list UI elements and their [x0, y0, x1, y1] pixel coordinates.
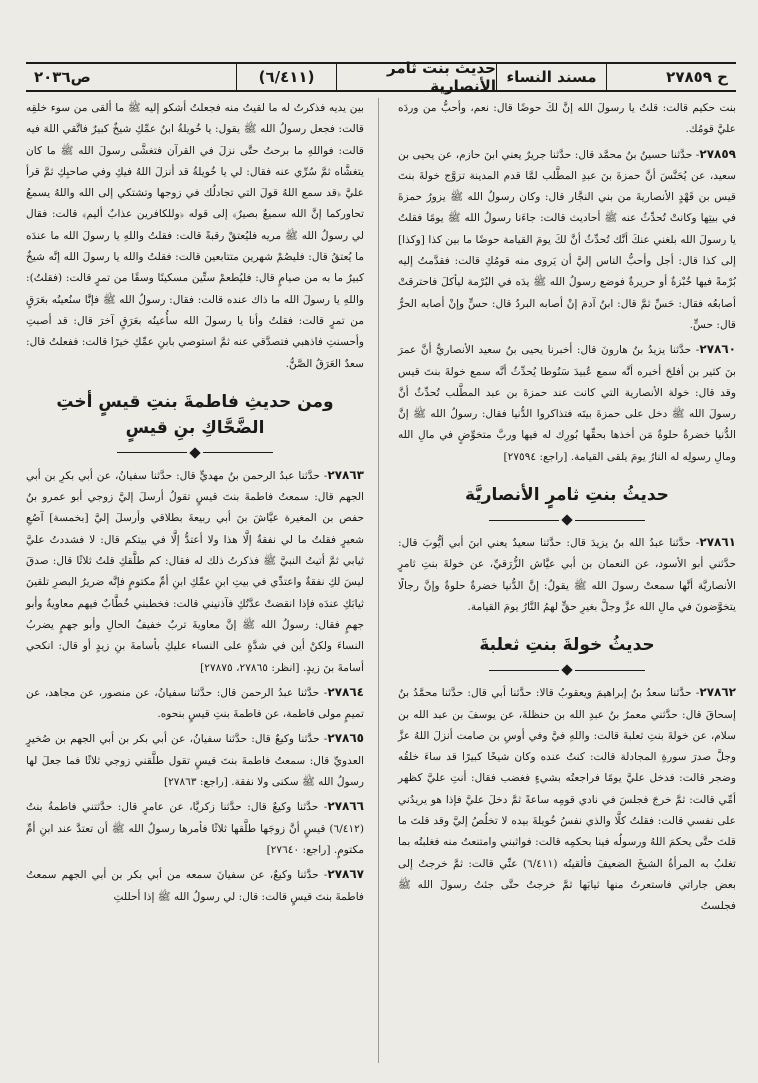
- hadith-number: ٢٧٨٥٩: [699, 146, 736, 161]
- hadith-27859: [398, 144, 736, 337]
- header-volume: (٦/٤١١): [236, 64, 336, 90]
- header-chapter: حديث بنت ثامر الأنصارية: [336, 64, 496, 90]
- hadith-27864: [26, 682, 364, 726]
- hadith-number: ٢٧٨٦٧: [327, 867, 364, 882]
- paragraph-continuation: بين يديه فذكرتُ له ما لقيتُ منه فجعلتُ أشكو إليه ﷺ ما ألقى من سوء خلقِه قالت: فجعل رسولُ الله ﷺ يقول: يا خُويلةُ ابنُ عمِّكِ شيخٌ كبيرٌ فاتَّقي اللهَ فيه قالت: فواللهِ ما برحتُ حتَّى نزلَ في القرآن فتغشَّى رسولَ الله ﷺ ما كان يتغشَّاه ثمَّ سُرِّي عنه فقال: لي يا خُويلةُ قد أنزلَ اللهُ فيكِ وفي صاحبِكِ ثمَّ قرأ عليَّ ﴿قد سمع اللهُ قولَ التي تجادلُك في زوجها وتشتكي إلى الله واللهُ يسمعُ تحاوركما إنَّ الله سميعٌ بصيرٌ﴾ إلى قوله ﴿وللكافرين عذابٌ أليم﴾ قالت: فقال لي رسولُ الله ﷺ مريه فليُعتقْ رقبةً قالت: فقلتُ واللهِ يا رسولَ الله ما عندَه ما يُعتقُ قال: فليصُمْ شهرين متتابعين قالت: فقلتُ والله يا رسولَ الله إنَّه شيخٌ كبيرٌ ما به من صيامٍ قال: فليُطعمْ ستِّين مسكينًا وسقًا من تمرٍ قالت: (فقلتُ): واللهِ يا رسولَ الله ما ذاك عنده قالت: فقال: رسولُ الله ﷺ فإنَّا سنُعينُه بعَرَقٍ من تمرٍ قالت: فقلتُ وأنا يا رسولَ الله سأُعينُه بعَرَقٍ آخرَ قال: قد أصبتِ وأحسنتِ فاذهبي فتصدَّقي عنه ثمَّ استوصي بابنِ عمِّكِ خيرًا قالت: ففعلتُ قال: سعدٌ العَرَقُ الصَّنُّ.: [26, 102, 364, 370]
- hadith-text: - حدَّثنا عبدُ الرحمن قال: حدَّثنا سفيانُ، عن منصور، عن مجاهد، عن تميمٍ مولى فاطمة، عن فاطمةَ بنتِ قيسٍ بنحوه.: [26, 686, 364, 721]
- diamond-icon: [189, 447, 200, 458]
- section-heading: حديثُ خولةَ بنتِ ثعلبةَ: [479, 635, 655, 656]
- diamond-icon: [561, 665, 572, 676]
- hadith-number: ٢٧٨٦٢: [699, 685, 736, 700]
- hadith-27860: [398, 339, 736, 468]
- header-book: مسند النساء: [496, 64, 606, 90]
- hadith-27862: [398, 682, 736, 917]
- hadith-number: ٢٧٨٦١: [699, 535, 736, 550]
- hadith-number: ٢٧٨٦٣: [327, 467, 364, 482]
- ornament-divider: [26, 443, 364, 457]
- column-divider: [378, 98, 379, 1063]
- header-page-number: ص٢٠٣٦: [34, 68, 91, 86]
- right-column: [398, 98, 736, 921]
- section-heading: ومن حديثِ فاطمةَ بنتِ قيسٍ أختِ الضَّحَّاكِ بنِ قيسٍ: [56, 391, 334, 438]
- header-hadith-range: ح ٢٧٨٥٩: [606, 64, 736, 90]
- ornament-divider: [398, 660, 736, 674]
- hadith-number: ٢٧٨٦٠: [699, 342, 736, 357]
- hadith-number: ٢٧٨٦٦: [327, 799, 364, 814]
- left-column: [26, 98, 364, 911]
- diamond-icon: [561, 514, 572, 525]
- paragraph-continuation: بنت حكيم قالت: قلتُ يا رسولَ الله إنَّ لكَ حوضًا قال: نعم، وأحبُّ من وردَه عليَّ قومُك.: [398, 102, 736, 136]
- hadith-text: - حدَّثنا وكيعٌ قال: حدَّثنا سفيانُ، عن أبي بكر بن أبي الجهم بن صُخيرٍ العدويِّ قال: سمعتُ فاطمةَ بنتَ قيسٍ تقول طلَّقني زوجي ثلاثًا فما جعلَ لها رسولُ الله ﷺ سكنى ولا نفقة. [راجع: ٢٧٨٦٣]: [26, 733, 364, 789]
- hadith-text: - حدَّثنا يزيدُ بنُ هارونَ قال: أخبرنا يحيى بنُ سعيد الأنصاريُّ أنَّ عمرَ بنَ كثير بن أفلحَ أخبره أنَّه سمع عُبيدَ سَنُوطا يُحدِّثُ أنَّه سمع خولةَ بنتَ قيس وقد قال: خولة الأنصارية التي كانت عند حمزةَ بن عبد المطَّلب تُحدِّثُ أنَّ رسولَ الله ﷺ دخل على حمزةَ بيتَه فتذاكروا الدُّنيا فقال: رسولُ الله ﷺ إنَّ الدُّنيا خضرةٌ حلوةٌ مَن أخذها بحقِّها بُورِك له فيها وربَّ متخوِّضٍ في مالِ الله ومالِ رسولِه له النارُ يومَ يلقى القيامة. [راجع: ٢٧٥٩٤]: [398, 344, 736, 463]
- hadith-text: - حدَّثنا حسينُ بنُ محمَّد قال: حدَّثنا جريرٌ يعني ابنَ حازم، عن يحيى بن سعيد، عن يُحَنَّسَ أنَّ حمزةَ بنَ عبدِ المطَّلب لمَّا قدم المدينة تزوَّج خولةَ بنتَ قيس بن قَهْدٍ الأنصاريةَ من بني النجَّار قال: وكان رسولُ الله ﷺ يزورُ حمزةَ في بيتِها وكانتْ تُحدِّثُ عنه ﷺ أحاديث قالت: جاءَنا رسولُ الله ﷺ يومًا فقلتُ يا رسولَ الله بلغني عنكَ أنَّك تُحدِّثُ أنَّ لكَ يومَ القيامة حوضًا ما بين كذا [وكذا] إلى كذا قال: أجل وأحبُّ الناس إليَّ أن يَروى منه قومُكِ قالت: فقدَّمتُ إليه بُرْمةً فيها خُبْزةٌ أو حريرةٌ فوضع رسولُ الله ﷺ يدَه في البُرْمة ليأكلَ فاحترقتْ أصابعُه فقال: حَسِّ ثمَّ قال: ابنُ آدمَ إنْ أصابه البردُ قال: حسٍّ وإنْ أصابه الحرُّ قال: حسٍّ.: [398, 148, 736, 331]
- hadith-27866: [26, 796, 364, 861]
- running-header: [26, 59, 736, 95]
- hadith-number: ٢٧٨٦٥: [327, 731, 364, 746]
- hadith-27861: [398, 532, 736, 618]
- hadith-text: - حدَّثنا عبدُ الرحمن بنُ مهديٍّ قال: حدَّثنا سفيانُ، عن أبي بكرِ بن أبي الجهم قال: سمعتُ فاطمةَ بنتَ قيسٍ تقولُ أرسلَ إليَّ زوجي أبو عمرو بنُ حفص بن المغيرة عيَّاشَ بنَ أبي ربيعةَ بطلاقي وأرسلَ إليَّ [بخمسة] آصُعِ شعيرٍ فقلتُ ما لي نفقةٌ إلَّا هذا ولا أعتدُّ إلَّا في بيتكم قال: لا فشددتُ عليَّ ثيابي ثمَّ أتيتُ النبيَّ ﷺ فذكرتُ ذلك له فقال: كم طلَّقكِ قلتُ ثلاثًا قال: صدقَ ليسَ لكِ نفقةٌ واعتدِّي في بيتِ ابنِ عمِّكِ ابنِ أمِّ مكتومٍ فإنَّه ضريرُ البصرِ تلقينَ ثيابَكِ عندَه فإذا انقضتْ عدَّتُكِ فآذنيني قالت: فخطبني خُطَّابٌ فيهم معاويةُ وأبو جهمٍ فقال: رسولُ الله ﷺ إنَّ معاويةَ تربٌ خفيفُ الحالِ وأبو جهمٍ يضربُ النساءَ ولكنْ أين في شدَّةٍ على النساء عليكِ بأسامةَ بنِ زيدٍ أو قال: انكحي أسامةَ بنَ زيدٍ. [انظر: ٢٧٨٦٥، ٢٧٨٧٥]: [26, 469, 364, 674]
- hadith-text: - حدَّثنا وكيعٌ قال: حدَّثنا زكريَّا، عن عامرٍ قال: حدَّثتني فاطمةُ بنتُ (٦/٤١٢) قيسٍ أنَّ زوجَها طلَّقها ثلاثًا فأمرها رسولُ الله ﷺ أن تعتدَّ عند ابنِ أمِّ مكتومٍ. [راجع: ٢٧٦٤٠]: [26, 801, 364, 856]
- hadith-text: - حدَّثنا عبدُ الله بنُ يزيدَ قال: حدَّثنا سعيدٌ يعني ابنَ أبي أيُّوبَ قال: حدَّثني أبو الأسود، عن النعمان بن أبي عيَّاش الزُّرَقيِّ، عن خولةَ بنتِ ثامرٍ الأنصاريَّة أنَّها سمعتْ رسولَ الله ﷺ يقولُ: إنَّ الدُّنيا خضرةٌ حلوةٌ وإنَّ رجالًا يتخوَّضونَ في مالِ الله عزَّ وجلَّ بغيرِ حقٍّ لهمُ النَّارُ يومَ القيامة.: [398, 537, 736, 613]
- hadith-27863: [26, 465, 364, 679]
- hadith-number: ٢٧٨٦٤: [327, 684, 364, 699]
- hadith-27867: [26, 864, 364, 908]
- ornament-divider: [398, 510, 736, 524]
- hadith-text: - حدَّثنا سعدُ بنُ إبراهيمَ ويعقوبُ قالا: حدَّثنا أبي قال: حدَّثنا محمَّدُ بنُ إسحاقَ قال: حدَّثني معمرُ بنُ عبدِ الله بن حنظلةَ، عن يوسفَ بن عبد الله بن سلام، عن خولةَ بنتِ ثعلبةَ قالت: واللهِ فيَّ وفي أوسِ بن صامت أنزلَ اللهُ عزَّ وجلَّ صدرَ سورةِ المجادلة قالت: كنتُ عنده وكان شيخًا كبيرًا قد ساءَ خلقُه وضجر قالت: فدخل عليَّ يومًا فراجعتُه بشيءٍ فغضب فقال: أنتِ عليَّ كظهر أمِّي قالت: ثمَّ خرجَ فجلسَ في نادي قومِه ساعةً ثمَّ دخلَ عليَّ فإذا هو يريدُني على نفسي قالت: فقلتُ كلَّا والذي نفسُ خُويلةَ بيده لا تخلُصُ إليَّ وقد قلتَ ما قلتَ حتَّى يحكمَ اللهُ ورسولُه فينا بحكمِه قالت: فواثبني وامتنعتُ منه فغلبتُه بما تغلبُ به المرأةُ الشيخَ الضعيفَ فألقيتُه (٦/٤١١) عنِّي قالت: ثمَّ خرجتُ إلى بعض جاراتي فاستعرتُ منها ثيابَها ثمَّ خرجتُ حتَّى جئتُ رسولَ الله ﷺ فجلستُ: [398, 687, 736, 913]
- hadith-27865: [26, 728, 364, 793]
- section-heading: حديثُ بنتِ ثامرٍ الأنصاريَّة: [465, 485, 669, 506]
- hadith-text: - حدَّثنا وكيعٌ، عن سفيانَ سمعه من أبي بكر بن أبي الجهم سمعتُ فاطمةَ بنتَ قيسٍ قالت: قال: لي رسولُ الله ﷺ إذا أحللتِ: [26, 869, 364, 903]
